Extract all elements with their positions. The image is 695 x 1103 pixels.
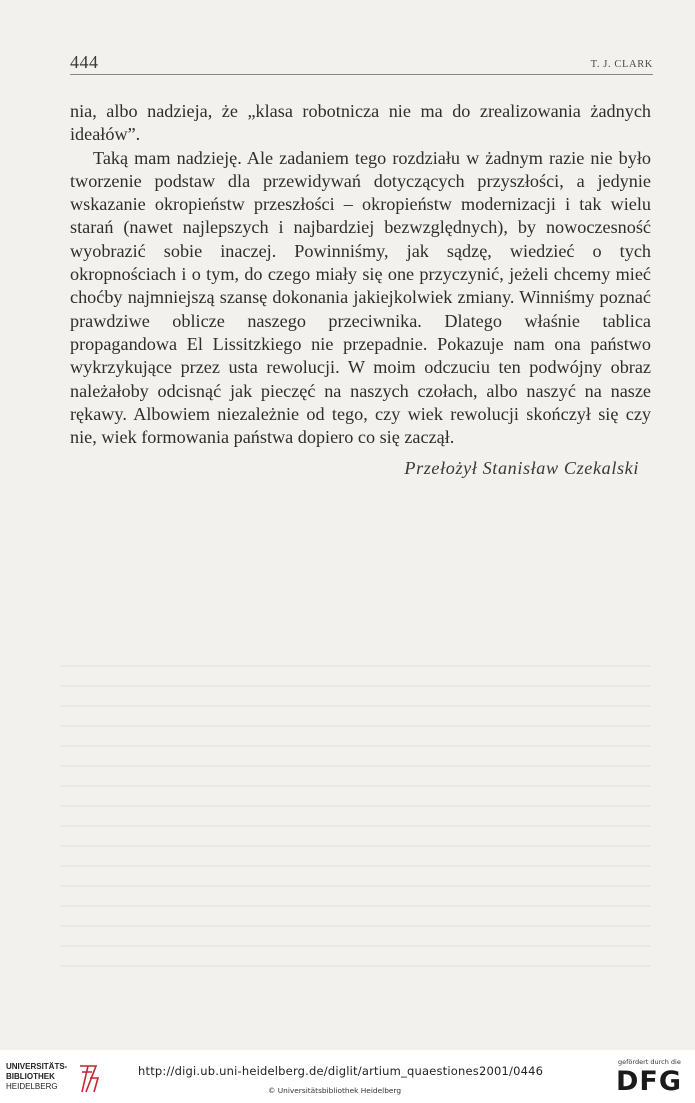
author-running-head: T. J. CLARK: [590, 59, 653, 70]
funder-logo[interactable]: [610, 1058, 690, 1100]
library-name-line1: UNIVERSITÄTS-: [6, 1062, 68, 1071]
show-through-texture: [60, 665, 650, 985]
translator-credit: Przełożył Stanisław Czekalski: [404, 458, 639, 478]
library-logo[interactable]: [6, 1062, 102, 1096]
body-text: [70, 100, 651, 449]
page-number: 444: [70, 52, 99, 72]
running-head: [70, 52, 653, 75]
digitization-footer: [0, 1050, 695, 1103]
paragraph-continuation: nia, albo nadzieja, że „klasa robotnicza nie ma do zrealizowania żadnych ideałów”.: [70, 101, 651, 145]
library-name: [6, 1062, 67, 1092]
source-url-link[interactable]: http://digi.ub.uni-heidelberg.de/diglit/artium_quaestiones2001/0446: [138, 1064, 544, 1078]
copyright-notice: © Universitätsbibliothek Heidelberg: [268, 1086, 402, 1095]
paragraph-main: Taką mam nadzieję. Ale zadaniem tego rozdziału w żadnym razie nie było tworzenie podstaw dla przewidywań dotyczących przyszłości, a jedynie wskazanie okropieństw przeszłości – okropieństw modernizacji i tak wielu starań (nawet najlepszych i najbardziej bezwzględnych), by nowoczesność wyobrazić sobie inaczej. Powinniśmy, jak sądzę, wiedzieć o tych okropnościach i o tym, do czego miały się one przyczynić, jeżeli chcemy mieć choćby najmniejszą szansę dokonania jakiejkolwiek zmiany. Winniśmy poznać prawdziwe oblicze naszego przeciwnika. Dlatego właśnie tablica propagandowa El Lissitzkiego nie przepadnie. Pokazuje nam ona państwo wykrzykujące przez usta rewolucji. W moim odczuciu ten podwójny obraz należałoby odcisnąć jak pieczęć na naszych czołach, albo naszyć na nasze rękawy. Albowiem niezależnie od tego, czy wiek rewolucji skończył się czy nie, wiek formowania państwa dopiero co się zaczął.: [70, 147, 651, 448]
library-name-line3: HEIDELBERG: [6, 1082, 58, 1091]
library-emblem-icon: [76, 1062, 102, 1096]
funder-note: gefördert durch die: [618, 1058, 681, 1066]
dfg-logo-text: DFG: [616, 1066, 683, 1097]
library-name-line2: BIBLIOTHEK: [6, 1072, 55, 1081]
